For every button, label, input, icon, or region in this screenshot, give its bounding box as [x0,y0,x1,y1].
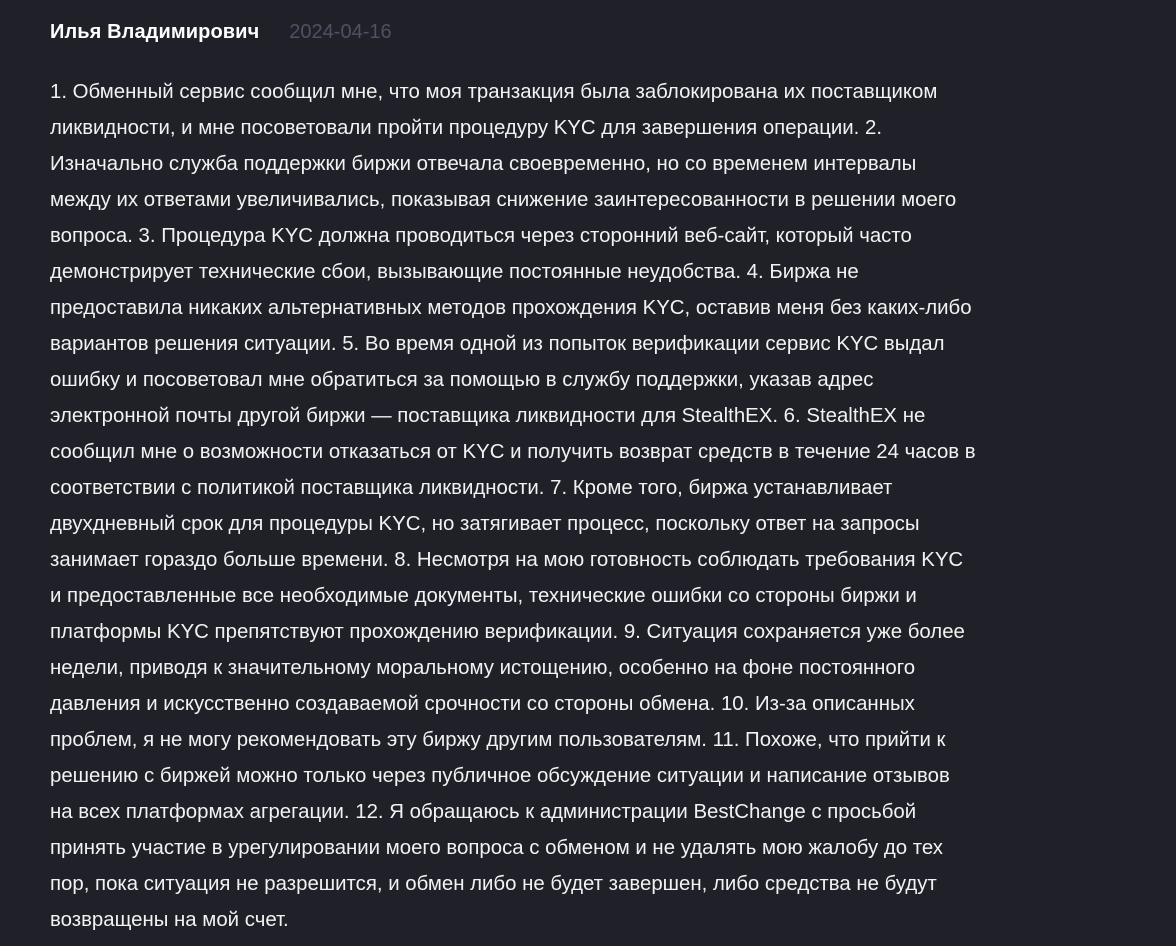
review-text-line: вопроса. 3. Процедура KYC должна проводиться через сторонний веб-сайт, который часто [50,225,912,247]
review-text-line: ошибку и посоветовал мне обратиться за помощью в службу поддержки, указав адрес [50,369,874,391]
review-text-line: платформы KYC препятствуют прохождению верификации. 9. Ситуация сохраняется уже более [50,621,965,643]
review-text-line: предоставила никаких альтернативных методов прохождения KYC, оставив меня без каких-либо [50,297,972,319]
review-text-line: электронной почты другой биржи — поставщика ликвидности для StealthEX. 6. StealthEX не [50,405,926,427]
review-text-line: недели, приводя к значительному моральному истощению, особенно на фоне постоянного [50,657,916,679]
review-text-line: между их ответами увеличивались, показывая снижение заинтересованности в решении моего [50,189,957,211]
review-text-line: двухдневный срок для процедуры KYC, но затягивает процесс, поскольку ответ на запросы [50,513,920,535]
review-header [50,21,1176,55]
review-text-line: занимает гораздо больше времени. 8. Несмотря на мою готовность соблюдать требования KYC [50,549,964,571]
review-date: 2024-04-16 [289,21,392,43]
review-text-line: решению с биржей можно только через публичное обсуждение ситуации и написание отзывов [50,765,950,787]
review-text-line: 1. Обменный сервис сообщил мне, что моя транзакция была заблокирована их поставщиком [50,81,938,103]
review-text-line: на всех платформах агрегации. 12. Я обращаюсь к администрации BestChange с просьбой [50,801,917,823]
review-text-line: сообщил мне о возможности отказаться от KYC и получить возврат средств в течение 24 часов в [50,441,976,463]
review-text-line: и предоставленные все необходимые документы, технические ошибки со стороны биржи и [50,585,917,607]
review-text-line: возвращены на мой счет. [50,909,289,931]
review-text-line: соответствии с политикой поставщика ликвидности. 7. Кроме того, биржа устанавливает [50,477,893,499]
review-text-line: проблем, я не могу рекомендовать эту биржу другим пользователям. 11. Похоже, что прийти к [50,729,946,751]
review-text-line: давления и искусственно создаваемой срочности со стороны обмена. 10. Из-за описанных [50,693,915,715]
review-text-line: Изначально служба поддержки биржи отвечала своевременно, но со временем интервалы [50,153,917,175]
review-text-line: пор, пока ситуация не разрешится, и обмен либо не будет завершен, либо средства не будут [50,873,937,895]
review-text-line: вариантов решения ситуации. 5. Во время одной из попыток верификации сервис KYC выдал [50,333,945,355]
review-text [50,74,1176,938]
review-text-line: ликвидности, и мне посоветовали пройти процедуру KYC для завершения операции. 2. [50,117,883,139]
review-text-line: принять участие в урегулировании моего вопроса с обменом и не удалять мою жалобу до тех [50,837,943,859]
review-author: Илья Владимирович [50,21,260,43]
review-text-line: демонстрирует технические сбои, вызывающие постоянные неудобства. 4. Биржа не [50,261,859,283]
